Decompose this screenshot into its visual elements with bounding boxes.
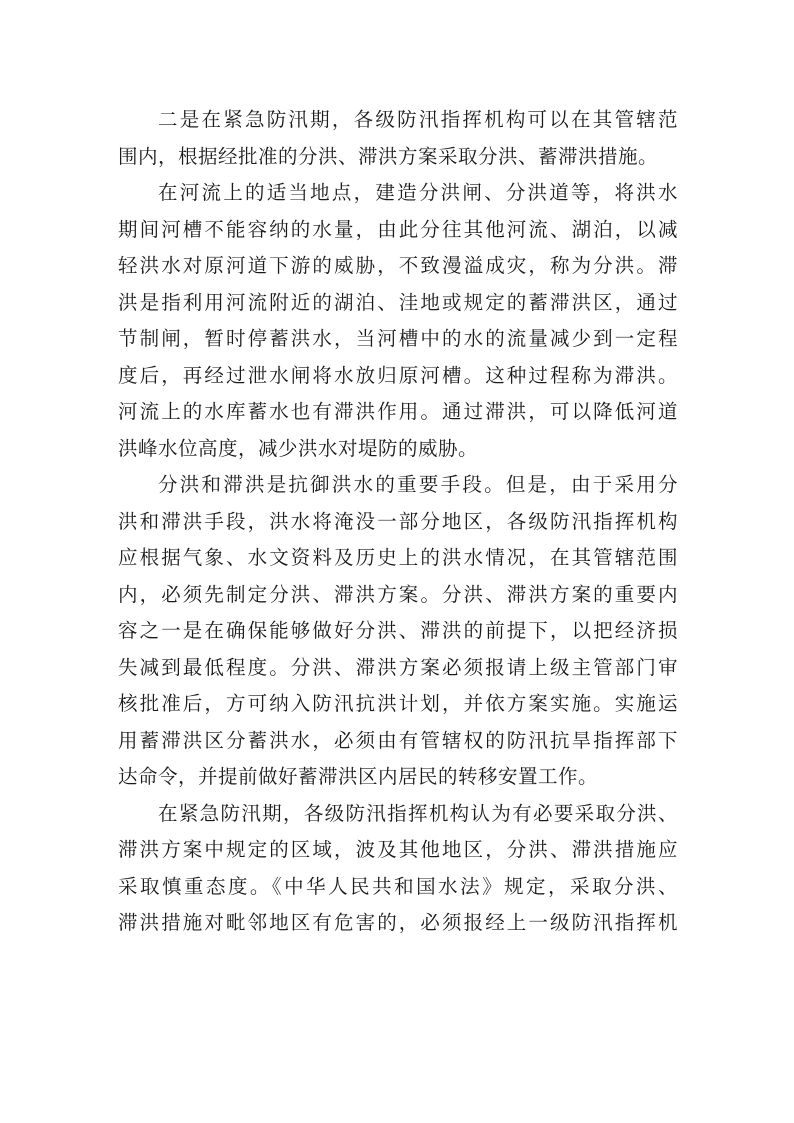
text-line: 期间河槽不能容纳的水量，由此分往其他河流、湖泊，以减 bbox=[118, 217, 678, 241]
text-line: 二是在紧急防汛期，各级防汛指挥机构可以在其管辖范 bbox=[158, 108, 678, 131]
text-line: 达命令，并提前做好蓄滞洪区内居民的转移安置工作。 bbox=[118, 765, 599, 788]
text-line: 洪峰水位高度，减少洪水对堤防的威胁。 bbox=[118, 436, 479, 460]
document-body bbox=[118, 102, 678, 942]
text-line: 采取慎重态度。《中华人民共和国水法》规定，采取分洪、 bbox=[118, 874, 678, 898]
text-line: 围内，根据经批准的分洪、滞洪方案采取分洪、蓄滞洪措施。 bbox=[118, 144, 659, 168]
text-line: 用蓄滞洪区分蓄洪水，必须由有管辖权的防汛抗旱指挥部下 bbox=[118, 728, 678, 752]
text-line: 轻洪水对原河道下游的威胁，不致漫溢成灾，称为分洪。滞 bbox=[118, 254, 678, 277]
text-line: 滞洪措施对毗邻地区有危害的，必须报经上一级防汛指挥机 bbox=[118, 911, 678, 934]
text-line: 在紧急防汛期，各级防汛指挥机构认为有必要采取分洪、 bbox=[158, 801, 678, 825]
text-line: 内，必须先制定分洪、滞洪方案。分洪、滞洪方案的重要内 bbox=[118, 582, 678, 606]
text-line: 分洪和滞洪是抗御洪水的重要手段。但是，由于采用分 bbox=[158, 473, 678, 496]
text-line: 在河流上的适当地点，建造分洪闸、分洪道等，将洪水 bbox=[158, 181, 678, 204]
text-line: 度后，再经过泄水闸将水放归原河槽。这种过程称为滞洪。 bbox=[118, 363, 678, 387]
text-line: 核批准后，方可纳入防汛抗洪计划，并依方案实施。实施运 bbox=[118, 692, 678, 715]
text-line: 失减到最低程度。分洪、滞洪方案必须报请上级主管部门审 bbox=[118, 655, 678, 679]
text-line: 洪是指利用河流附近的湖泊、洼地或规定的蓄滞洪区，通过 bbox=[118, 290, 678, 314]
text-line: 应根据气象、水文资料及历史上的洪水情况，在其管辖范围 bbox=[118, 546, 678, 569]
text-line: 容之一是在确保能够做好分洪、滞洪的前提下，以把经济损 bbox=[118, 619, 678, 642]
text-line: 洪和滞洪手段，洪水将淹没一部分地区，各级防汛指挥机构 bbox=[118, 509, 678, 533]
text-line: 河流上的水库蓄水也有滞洪作用。通过滞洪，可以降低河道 bbox=[118, 400, 678, 423]
text-line: 滞洪方案中规定的区域，波及其他地区，分洪、滞洪措施应 bbox=[118, 838, 678, 861]
text-line: 节制闸，暂时停蓄洪水，当河槽中的水的流量减少到一定程 bbox=[118, 327, 678, 350]
